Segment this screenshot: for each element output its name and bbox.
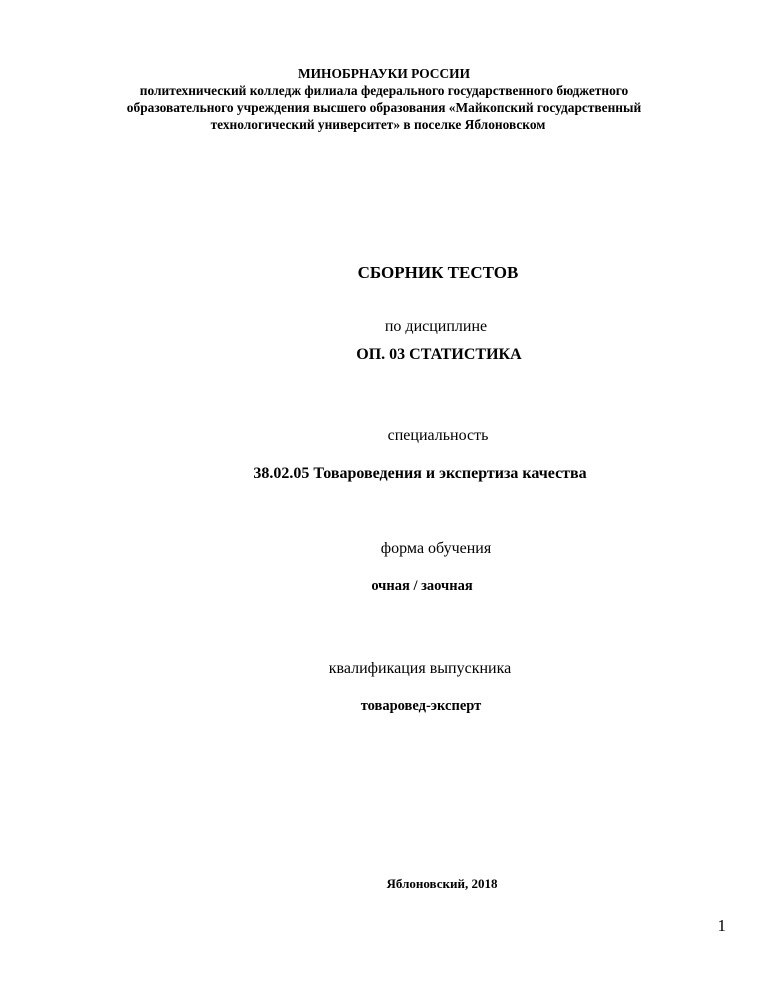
study-form-label: форма обучения bbox=[380, 540, 492, 557]
ministry-heading: МИНОБРНАУКИ РОССИИ bbox=[298, 66, 470, 81]
place-and-year: Яблоновский, 2018 bbox=[386, 876, 498, 891]
specialty-label: специальность bbox=[387, 427, 489, 444]
college-name-line-3: технологический университет» в поселке Яблоновском bbox=[210, 117, 546, 132]
specialty-name: 38.02.05 Товароведения и экспертиза качества bbox=[253, 465, 587, 482]
document-title: СБОРНИК ТЕСТОВ bbox=[357, 263, 519, 282]
qualification-value: товаровед-эксперт bbox=[360, 698, 482, 714]
discipline-name: ОП. 03 СТАТИСТИКА bbox=[356, 346, 522, 363]
page-number: 1 bbox=[717, 916, 726, 935]
college-name-line-2: образовательного учреждения высшего образования «Майкопский государственный bbox=[126, 100, 642, 115]
qualification-label: квалификация выпускника bbox=[328, 660, 512, 677]
discipline-label: по дисциплине bbox=[384, 318, 488, 335]
college-name-line-1: политехнический колледж филиала федерального государственного бюджетного bbox=[139, 83, 629, 98]
study-form-value: очная / заочная bbox=[371, 578, 473, 594]
